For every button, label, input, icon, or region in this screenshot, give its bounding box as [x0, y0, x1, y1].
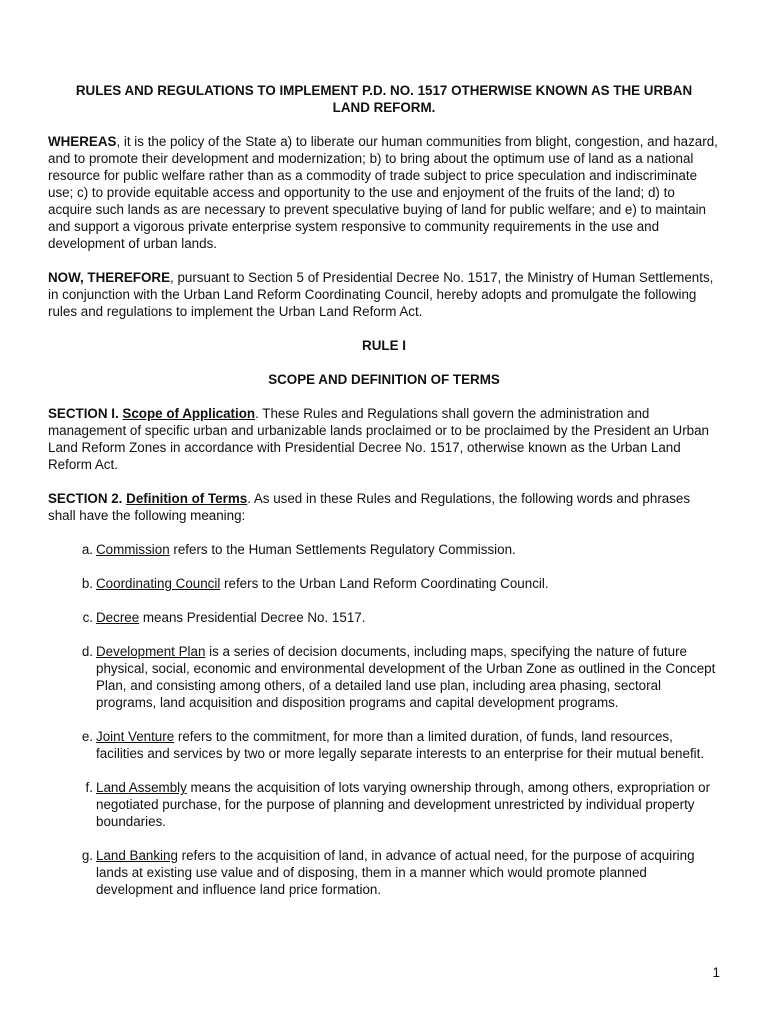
definition-term: Development Plan — [96, 644, 206, 659]
definition-marker: e. — [81, 729, 93, 744]
now-therefore-lead: NOW, THEREFORE — [48, 270, 171, 285]
page-number: 1 — [712, 965, 720, 980]
definition-term: Coordinating Council — [96, 576, 221, 591]
definition-text: refers to the Human Settlements Regulatory Commission. — [169, 542, 516, 557]
rule-subheading: SCOPE AND DEFINITION OF TERMS — [268, 372, 500, 387]
rule-heading: RULE I — [362, 338, 406, 353]
definition-item — [48, 575, 720, 592]
definition-marker: c. — [82, 610, 93, 625]
definition-term: Joint Venture — [96, 729, 175, 744]
definition-item — [48, 779, 720, 830]
definitions-list — [48, 541, 720, 898]
definition-marker: b. — [81, 576, 93, 591]
definition-marker: a. — [81, 542, 93, 557]
definition-term: Land Banking — [96, 848, 178, 863]
section-2-text: . As used in these Rules and Regulations, the following words and phrases shall have the following meaning: — [48, 491, 691, 523]
whereas-lead: WHEREAS — [48, 134, 117, 149]
whereas-text: , it is the policy of the State a) to liberate our human communities from blight, congestion, and hazard, and to promote their development and modernization; b) to bring about the optimum use of land as a national resource for public welfare rather than as a commodity of trade subject to price speculation and indiscriminate use; c) to provide equitable access and opportunity to the use and enjoyment of the fruits of the land; d) to acquire such lands as are necessary to prevent speculative buying of land for public welfare; and e) to maintain and support a vigorous private enterprise system responsive to community requirements in the use and development of urban lands. — [48, 134, 718, 251]
definition-term: Decree — [96, 610, 140, 625]
definition-text: is a series of decision documents, including maps, specifying the nature of future physical, social, economic and environmental development of the Urban Zone as outlined in the Concept Plan, and consisting among others, of a detailed land use plan, including area phasing, sectoral programs, land acquisition and disposition programs and capital development programs. — [96, 644, 716, 710]
definition-marker: f. — [85, 780, 93, 795]
section-1-heading: Scope of Application — [122, 406, 256, 421]
document-page — [48, 82, 720, 915]
definition-item — [48, 541, 720, 558]
definition-text: refers to the commitment, for more than a limited duration, of funds, land resources, facilities and services by two or more legally separate interests to an enterprise for their mutual benefit. — [96, 729, 705, 761]
definition-marker: d. — [81, 644, 93, 659]
definition-text: means the acquisition of lots varying ownership through, among others, expropriation or negotiated purchase, for the purpose of planning and development unrestricted by individual property boundaries. — [96, 780, 711, 829]
now-therefore-text: , pursuant to Section 5 of Presidential Decree No. 1517, the Ministry of Human Settlements, in conjunction with the Urban Land Reform Coordinating Council, hereby adopts and promulgate the following rules and regulations to implement the Urban Land Reform Act. — [48, 270, 714, 319]
definition-item — [48, 643, 720, 711]
document-title: RULES AND REGULATIONS TO IMPLEMENT P.D. NO. 1517 OTHERWISE KNOWN AS THE URBAN LAND REFORM. — [75, 83, 693, 115]
definition-item — [48, 728, 720, 762]
now-therefore-paragraph — [48, 269, 720, 320]
definition-item — [48, 847, 720, 898]
definition-text: refers to the Urban Land Reform Coordinating Council. — [220, 576, 549, 591]
definition-item — [48, 609, 720, 626]
definition-marker: g. — [81, 848, 93, 863]
definition-text: means Presidential Decree No. 1517. — [139, 610, 366, 625]
section-2-paragraph — [48, 490, 720, 524]
whereas-paragraph — [48, 133, 720, 252]
definition-term: Land Assembly — [96, 780, 187, 795]
definition-term: Commission — [96, 542, 170, 557]
section-2-heading: Definition of Terms — [126, 491, 248, 506]
section-1-paragraph — [48, 405, 720, 473]
section-2-label: SECTION 2. — [48, 491, 123, 506]
definition-text: refers to the acquisition of land, in advance of actual need, for the purpose of acquiring lands at existing use value and of disposing, them in a manner which would promote planned development and influence land price formation. — [96, 848, 695, 897]
section-1-label: SECTION I. — [48, 406, 119, 421]
section-1-text: . These Rules and Regulations shall govern the administration and management of specific urban and urbanizable lands proclaimed or to be proclaimed by the President an Urban Land Reform Zones in accordance with Presidential Decree No. 1517, otherwise known as the Urban Land Reform Act. — [48, 406, 709, 472]
